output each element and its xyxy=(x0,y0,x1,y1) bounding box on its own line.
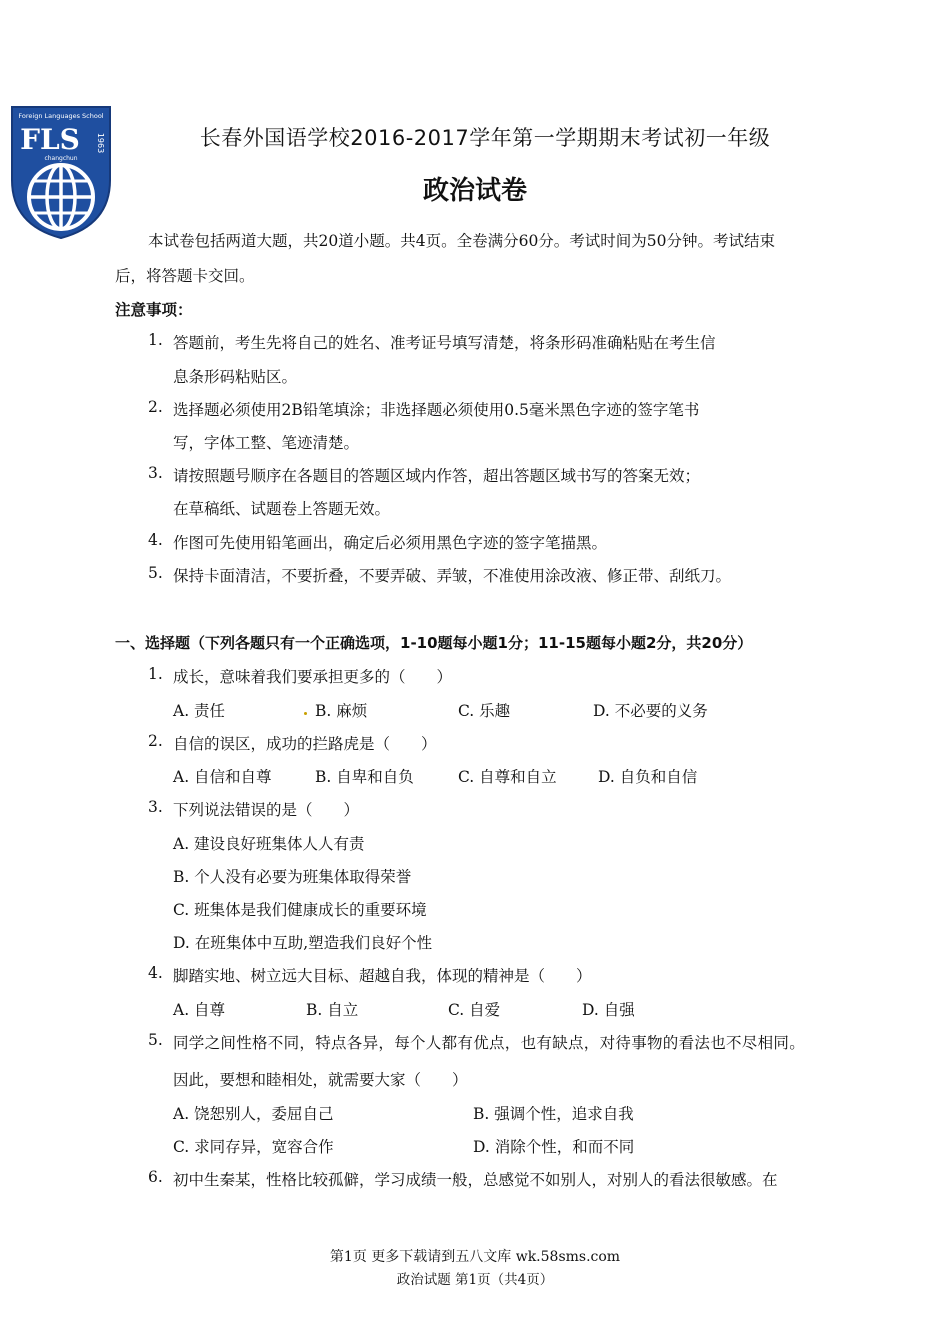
q5-stem: 同学之间性格不同，特点各异，每个人都有优点，也有缺点，对待事物的看法也不尽相同。 xyxy=(173,1034,806,1052)
q1-stem: 成长，意味着我们要承担更多的（ ） xyxy=(173,668,453,686)
exam-subtitle: 政治试卷 xyxy=(422,176,527,206)
note-1-num: 1. xyxy=(148,331,163,349)
q2-option-a: A. 自信和自尊 xyxy=(173,768,272,786)
q6-stem: 初中生秦某，性格比较孤僻，学习成绩一般，总感觉不如别人，对别人的看法很敏感。在 xyxy=(173,1171,778,1189)
q5-option-d: D. 消除个性，和而不同 xyxy=(473,1138,635,1156)
footer-line-1: 第1页 更多下载请到五八文库 wk.58sms.com xyxy=(329,1249,621,1265)
logo-letters: FLS xyxy=(20,123,80,156)
q4-option-a: A. 自尊 xyxy=(173,1001,226,1019)
q5-option-b: B. 强调个性，追求自我 xyxy=(473,1105,634,1123)
q5-num: 5. xyxy=(148,1031,163,1049)
q1-num: 1. xyxy=(148,665,163,683)
footer-line-2: 政治试题 第1页（共4页） xyxy=(396,1272,554,1288)
note-1-line-1: 答题前，考生先将自己的姓名、准考证号填写清楚，将条形码准确粘贴在考生信 xyxy=(173,334,716,352)
notes-heading: 注意事项： xyxy=(115,301,193,319)
note-1-line-2: 息条形码粘贴区。 xyxy=(173,368,298,386)
q3-option-a: A. 建设良好班集体人人有责 xyxy=(173,835,365,853)
note-3-num: 3. xyxy=(148,464,163,482)
q4-option-d: D. 自强 xyxy=(582,1001,635,1019)
section-1-heading: 一、选择题（下列各题只有一个正确选项，1-10题每小题1分；11-15题每小题2分，共20分） xyxy=(115,634,753,652)
q2-stem: 自信的误区，成功的拦路虎是（ ） xyxy=(173,735,437,753)
q1-option-b: B. 麻烦 xyxy=(315,702,368,720)
q2-option-b: B. 自卑和自负 xyxy=(315,768,414,786)
q2-option-c: C. 自尊和自立 xyxy=(458,768,557,786)
note-4-line-1: 作图可先使用铅笔画出，确定后必须用黑色字迹的签字笔描黑。 xyxy=(173,534,608,552)
note-4-num: 4. xyxy=(148,531,163,549)
q6-num: 6. xyxy=(148,1168,163,1186)
q1-option-a: A. 责任 xyxy=(173,702,226,720)
q3-num: 3. xyxy=(148,798,163,816)
intro-line-1: 本试卷包括两道大题，共20道小题。共4页。全卷满分60分。考试时间为50分钟。考试结束 xyxy=(148,232,776,250)
q5-option-c: C. 求同存异，宽容合作 xyxy=(173,1138,334,1156)
q3-stem: 下列说法错误的是（ ） xyxy=(173,801,360,819)
note-2-line-1: 选择题必须使用2B铅笔填涂；非选择题必须使用0.5毫米黑色字迹的签字笔书 xyxy=(173,401,700,419)
q3-option-c: C. 班集体是我们健康成长的重要环境 xyxy=(173,901,427,919)
q3-option-d: D. 在班集体中互助,塑造我们良好个性 xyxy=(173,934,433,952)
note-2-line-2: 写，字体工整、笔迹清楚。 xyxy=(173,434,360,452)
q4-option-c: C. 自爱 xyxy=(448,1001,501,1019)
logo-year: 1963 xyxy=(96,132,105,154)
note-5-line-1: 保持卡面清洁，不要折叠，不要弄破、弄皱，不准使用涂改液、修正带、刮纸刀。 xyxy=(173,567,732,585)
q3-option-b: B. 个人没有必要为班集体取得荣誉 xyxy=(173,868,412,886)
q2-num: 2. xyxy=(148,732,163,750)
stray-mark xyxy=(304,712,307,715)
logo-city: changchun xyxy=(44,155,78,162)
q2-option-d: D. 自负和自信 xyxy=(598,768,698,786)
q4-option-b: B. 自立 xyxy=(306,1001,359,1019)
intro-line-2: 后，将答题卡交回。 xyxy=(115,267,255,285)
q5-stem-2: 因此，要想和睦相处，就需要大家（ ） xyxy=(173,1071,468,1089)
exam-title: 长春外国语学校2016-2017学年第一学期期末考试初一年级 xyxy=(199,126,771,150)
note-2-num: 2. xyxy=(148,398,163,416)
logo-top-text: Foreign Languages School xyxy=(18,112,104,120)
note-5-num: 5. xyxy=(148,564,163,582)
q1-option-d: D. 不必要的义务 xyxy=(593,702,708,720)
q1-option-c: C. 乐趣 xyxy=(458,702,511,720)
note-3-line-2: 在草稿纸、试题卷上答题无效。 xyxy=(173,500,391,518)
note-3-line-1: 请按照题号顺序在各题目的答题区域内作答，超出答题区域书写的答案无效； xyxy=(173,467,701,485)
q5-option-a: A. 饶恕别人，委屈自己 xyxy=(173,1105,334,1123)
q4-stem: 脚踏实地、树立远大目标、超越自我，体现的精神是（ ） xyxy=(173,967,592,985)
q4-num: 4. xyxy=(148,964,163,982)
